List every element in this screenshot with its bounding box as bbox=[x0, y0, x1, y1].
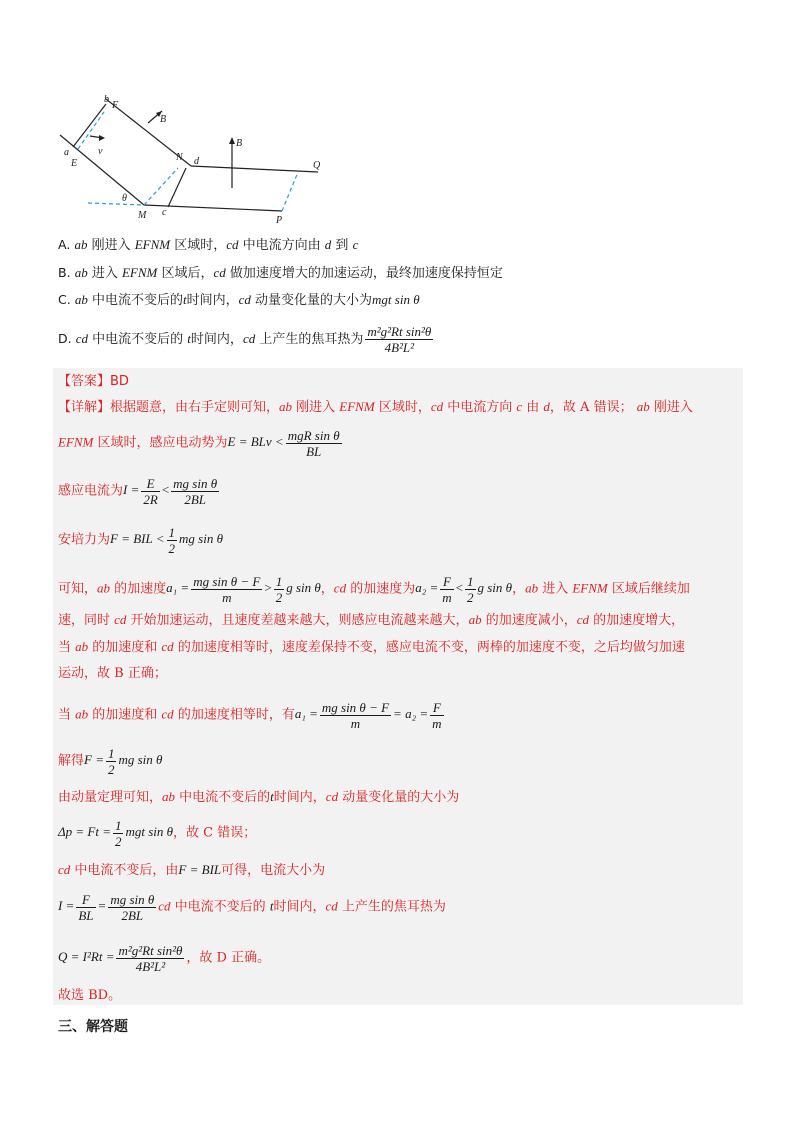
fraction bbox=[106, 746, 117, 777]
option-label: A. bbox=[58, 237, 71, 252]
formula: Q = I²Rt = bbox=[58, 949, 115, 965]
option-label: D. bbox=[58, 331, 72, 346]
numerator: 1 bbox=[114, 818, 122, 833]
detail-line-2 bbox=[58, 428, 344, 459]
formula: a₂ = bbox=[415, 580, 439, 596]
answer-tag: 【答案】 bbox=[58, 374, 111, 389]
section-heading: 三、解答题 bbox=[58, 1019, 128, 1035]
label-N: N bbox=[176, 152, 183, 163]
text: 做加速度增大的加速运动，最终加速度保持恒定 bbox=[225, 266, 503, 281]
var-cd: cd bbox=[75, 331, 89, 346]
text: 区域时，感应电动势为 bbox=[93, 435, 228, 451]
numerator: F bbox=[76, 892, 95, 908]
label-M: M bbox=[138, 210, 147, 221]
formula: = bbox=[97, 898, 107, 914]
fraction bbox=[116, 943, 184, 974]
formula: g sin θ bbox=[477, 580, 513, 596]
text: 当 bbox=[58, 707, 76, 723]
option-b bbox=[58, 264, 503, 283]
text: 刚进入 bbox=[292, 400, 340, 415]
text: 中电流不变后，由 bbox=[70, 863, 179, 878]
fraction bbox=[440, 574, 453, 605]
text: 的加速度减小， bbox=[481, 613, 577, 628]
text: 进入 bbox=[87, 266, 122, 281]
var-cd: cd bbox=[226, 237, 239, 252]
fraction bbox=[141, 476, 159, 507]
fraction bbox=[191, 574, 262, 605]
detail-line-11 bbox=[58, 787, 459, 808]
operator: < bbox=[455, 580, 463, 596]
rod-ab bbox=[73, 104, 106, 147]
denominator: BL bbox=[306, 444, 322, 459]
var-ab: ab bbox=[75, 639, 89, 654]
text: 刚进入 bbox=[649, 400, 693, 415]
var-ab: ab bbox=[97, 580, 111, 596]
var-cd: cd bbox=[114, 612, 127, 627]
label-F: F bbox=[112, 100, 119, 111]
detail-line-15 bbox=[58, 943, 270, 974]
formula: Δp = Ft = bbox=[58, 824, 111, 840]
answer-value: BD bbox=[110, 374, 129, 389]
operator: < bbox=[161, 482, 170, 498]
formula: g sin θ bbox=[286, 580, 321, 596]
fraction bbox=[286, 428, 342, 459]
detail-line-4 bbox=[58, 525, 223, 556]
detail-line-10 bbox=[58, 746, 162, 777]
numerator: mg sin θ − F bbox=[193, 574, 261, 589]
var-cd: cd bbox=[333, 580, 347, 596]
text: 当 bbox=[58, 640, 76, 655]
var-t: t bbox=[182, 292, 187, 307]
boundary-EF bbox=[78, 112, 104, 149]
detail-line-7 bbox=[58, 637, 685, 658]
numerator: 1 bbox=[107, 746, 115, 761]
var-cd: cd bbox=[213, 265, 226, 280]
var-efnm: EFNM bbox=[121, 265, 158, 280]
text: 时间内， bbox=[273, 899, 326, 915]
text: 的加速度增大， bbox=[588, 613, 685, 628]
label-b: b bbox=[104, 94, 109, 105]
fraction bbox=[171, 476, 219, 507]
denominator: 2 bbox=[114, 834, 122, 849]
text: 动量变化量的大小为 bbox=[250, 293, 373, 308]
formula: mgt sin θ bbox=[372, 292, 420, 307]
var-t: t bbox=[269, 898, 274, 914]
text: 中电流不变后的 bbox=[170, 899, 270, 915]
text: ，故 C 错误； bbox=[173, 825, 257, 841]
text: 由动量定理可知， bbox=[58, 790, 163, 805]
text: ， bbox=[512, 581, 526, 597]
var-cd: cd bbox=[158, 898, 171, 914]
formula: mg sin θ bbox=[118, 752, 163, 768]
fraction bbox=[113, 818, 124, 849]
option-a bbox=[58, 236, 358, 255]
rail-right-upper bbox=[191, 166, 318, 172]
label-a: a bbox=[64, 147, 69, 158]
var-ab: ab bbox=[636, 399, 650, 414]
denominator: 2 bbox=[467, 590, 474, 605]
label-d: d bbox=[194, 156, 199, 167]
text: 运动，故 B 正确； bbox=[58, 666, 167, 681]
denominator: m bbox=[442, 590, 452, 605]
text: 中电流不变后的 bbox=[88, 332, 188, 347]
option-label: B. bbox=[58, 265, 71, 280]
text: 速，同时 bbox=[58, 613, 115, 628]
fraction bbox=[465, 574, 476, 605]
denominator: m bbox=[432, 716, 442, 731]
denominator: 4B²L² bbox=[384, 340, 415, 355]
text: 的加速度为 bbox=[346, 581, 416, 597]
var-efnm: EFNM bbox=[339, 399, 375, 414]
var-efnm: EFNM bbox=[58, 434, 94, 450]
fraction bbox=[430, 700, 443, 731]
text: 区域时， bbox=[374, 400, 431, 415]
var-ab: ab bbox=[279, 399, 293, 414]
label-v: v bbox=[98, 146, 103, 157]
label-theta: θ bbox=[122, 193, 127, 204]
option-label: C. bbox=[58, 292, 71, 307]
detail-line-1 bbox=[58, 397, 693, 418]
text: 中电流方向由 bbox=[238, 238, 325, 253]
text: 可得，电流大小为 bbox=[221, 863, 326, 878]
formula: F = BIL bbox=[178, 862, 222, 877]
var-cd: cd bbox=[576, 612, 589, 627]
denominator: 4B²L² bbox=[135, 959, 166, 974]
text: 到 bbox=[331, 238, 353, 253]
label-E: E bbox=[71, 158, 78, 169]
numerator: mg sin θ − F bbox=[321, 700, 390, 715]
boundary-MN bbox=[144, 168, 178, 205]
numerator: m²g²Rt sin²θ bbox=[118, 943, 183, 958]
text: ，故 A 错误； bbox=[549, 400, 637, 415]
text: 由 bbox=[522, 400, 544, 415]
detail-line-12 bbox=[58, 818, 256, 849]
var-ab: ab bbox=[74, 237, 88, 252]
text: 解得 bbox=[58, 753, 85, 769]
horizontal-reference bbox=[88, 203, 144, 205]
fraction bbox=[108, 892, 156, 923]
text: 区域后， bbox=[157, 266, 214, 281]
numerator: E bbox=[141, 476, 159, 492]
fraction bbox=[365, 324, 433, 355]
text: 动量变化量的大小为 bbox=[338, 790, 460, 805]
detail-line-5 bbox=[58, 574, 690, 605]
fraction bbox=[167, 525, 178, 556]
formula: F = BIL < bbox=[110, 531, 165, 547]
denominator: 2BL bbox=[121, 908, 144, 923]
text: 开始加速运动，且速度差越来越大，则感应电流越来越大， bbox=[126, 613, 469, 628]
text: 上产生的焦耳热为 bbox=[337, 899, 446, 915]
var-cd: cd bbox=[238, 292, 251, 307]
formula: a₁ = bbox=[166, 580, 190, 596]
text: ， bbox=[320, 581, 334, 597]
var-cd: cd bbox=[325, 898, 338, 914]
var-cd: cd bbox=[242, 331, 256, 346]
var-cd: cd bbox=[58, 862, 71, 877]
numerator: F bbox=[430, 700, 443, 716]
rod-cd bbox=[168, 168, 186, 207]
numerator: 1 bbox=[467, 574, 474, 589]
text: 根据题意，由右手定则可知， bbox=[110, 400, 280, 415]
text: 时间内， bbox=[273, 790, 326, 805]
formula: I = bbox=[123, 482, 140, 498]
numerator: F bbox=[440, 574, 453, 590]
denominator: 2 bbox=[107, 762, 115, 777]
text: 安培力为 bbox=[58, 532, 111, 548]
denominator: 2BL bbox=[184, 492, 206, 507]
formula: F = bbox=[84, 752, 104, 768]
text: 的加速度和 bbox=[88, 640, 162, 655]
var-ab: ab bbox=[468, 612, 482, 627]
text: 进入 bbox=[538, 581, 573, 597]
text: 的加速度和 bbox=[88, 707, 162, 723]
numerator: m²g²Rt sin²θ bbox=[367, 324, 432, 339]
numerator: mg sin θ bbox=[110, 892, 155, 907]
physics-diagram bbox=[58, 92, 348, 232]
detail-line-8 bbox=[58, 664, 167, 684]
boundary-PQ bbox=[282, 172, 298, 211]
text: 的加速度相等时，速度差保持不变，感应电流不变，两棒的加速度不变，之后均做匀加速 bbox=[173, 640, 685, 655]
var-ab: ab bbox=[162, 789, 176, 804]
formula: mgt sin θ bbox=[125, 824, 174, 840]
denominator: BL bbox=[78, 908, 94, 923]
var-efnm: EFNM bbox=[134, 237, 171, 252]
text: 时间内， bbox=[186, 293, 239, 308]
numerator: mg sin θ bbox=[173, 476, 218, 491]
numerator: 1 bbox=[168, 525, 176, 540]
option-c bbox=[58, 291, 420, 310]
numerator: 1 bbox=[275, 574, 283, 589]
detail-line-16 bbox=[58, 986, 121, 1006]
var-cd: cd bbox=[430, 399, 444, 414]
text: 感应电流为 bbox=[58, 483, 124, 499]
var-cd: cd bbox=[161, 706, 174, 722]
var-t: t bbox=[270, 789, 274, 804]
denominator: 2R bbox=[143, 492, 158, 507]
text: 故选 BD。 bbox=[58, 988, 122, 1003]
text: 中电流方向 bbox=[443, 400, 517, 415]
text: 刚进入 bbox=[87, 238, 135, 253]
label-Q: Q bbox=[313, 160, 321, 171]
var-d: d bbox=[324, 237, 332, 252]
text: 的加速度相等时，有 bbox=[173, 707, 295, 723]
label-P: P bbox=[276, 215, 283, 226]
label-B1: B bbox=[160, 114, 167, 125]
var-t: t bbox=[187, 331, 191, 346]
text: 时间内， bbox=[190, 332, 243, 347]
option-d bbox=[58, 324, 435, 355]
formula: I = bbox=[58, 898, 75, 914]
answer-line bbox=[58, 372, 129, 392]
formula: = a₂ = bbox=[393, 706, 429, 722]
detail-tag: 【详解】 bbox=[58, 400, 111, 415]
denominator: m bbox=[222, 590, 232, 605]
var-d: d bbox=[543, 399, 550, 414]
var-cd: cd bbox=[161, 639, 174, 654]
text: 上产生的焦耳热为 bbox=[255, 332, 364, 347]
text: 可知， bbox=[58, 581, 98, 597]
var-cd: cd bbox=[325, 789, 339, 804]
text: 中电流不变后的 bbox=[87, 293, 183, 308]
text: 的加速度 bbox=[110, 581, 167, 597]
numerator: mgR sin θ bbox=[287, 428, 340, 443]
detail-line-14 bbox=[58, 892, 446, 923]
var-efnm: EFNM bbox=[572, 580, 608, 596]
var-c: c bbox=[516, 399, 523, 414]
fraction bbox=[76, 892, 95, 923]
text: 中电流不变后的 bbox=[175, 790, 271, 805]
text: 区域后继续加 bbox=[607, 581, 690, 597]
fraction bbox=[274, 574, 285, 605]
formula: E = BLv < bbox=[227, 434, 284, 450]
operator: > bbox=[264, 580, 272, 596]
formula: mg sin θ bbox=[179, 531, 223, 547]
text: 区域时， bbox=[170, 238, 227, 253]
denominator: m bbox=[350, 716, 361, 731]
label-c: c bbox=[162, 207, 167, 218]
var-ab: ab bbox=[74, 292, 88, 307]
var-ab: ab bbox=[525, 580, 539, 596]
detail-line-6 bbox=[58, 610, 684, 631]
text: ，故 D 正确。 bbox=[186, 950, 271, 966]
label-B2: B bbox=[236, 138, 243, 149]
var-c: c bbox=[352, 237, 359, 252]
var-ab: ab bbox=[74, 265, 88, 280]
formula: a₁ = bbox=[294, 706, 318, 722]
denominator: 2 bbox=[168, 541, 176, 556]
var-ab: ab bbox=[75, 706, 89, 722]
denominator: 2 bbox=[275, 590, 283, 605]
detail-line-9 bbox=[58, 700, 446, 731]
detail-line-3 bbox=[58, 476, 221, 507]
detail-line-13 bbox=[58, 860, 325, 881]
fraction bbox=[320, 700, 391, 731]
